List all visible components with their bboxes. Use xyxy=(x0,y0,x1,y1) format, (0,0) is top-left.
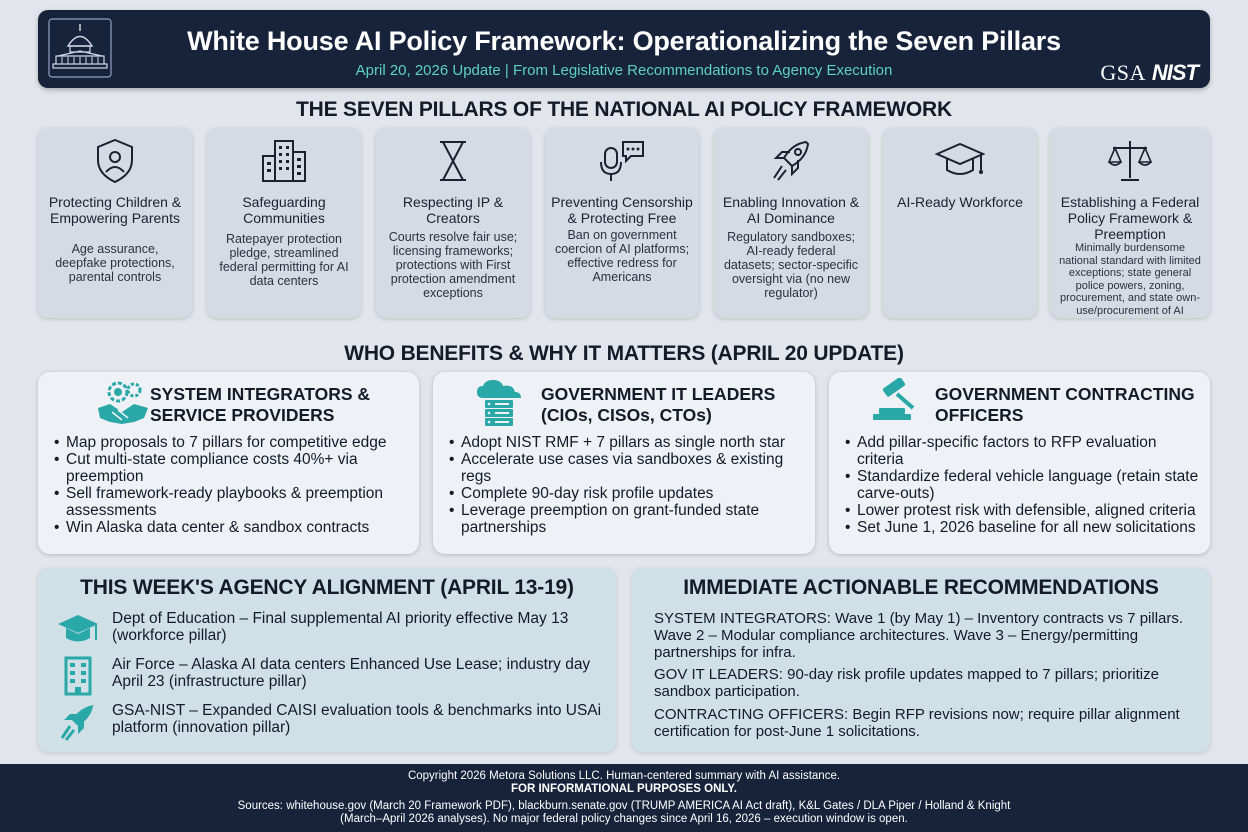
pillar-title: Safeguarding Communities xyxy=(242,194,326,226)
footer-disclaimer: FOR INFORMATIONAL PURPOSES ONLY. xyxy=(511,783,737,795)
list-item: • Standardize federal vehicle language (retain state carve-outs) xyxy=(845,468,1202,502)
list-item xyxy=(56,702,608,746)
benefit-card-contracting-officers xyxy=(829,372,1210,554)
nist-logo: NIST xyxy=(1151,60,1198,85)
list-item xyxy=(56,610,608,654)
header-banner xyxy=(38,10,1210,88)
footer-sources: Sources: whitehouse.gov (March 20 Framework PDF), blackburn.senate.gov (TRUMP AMERICA AI Act draft), K&L Gates / DLA Piper / Holland & Knight xyxy=(237,800,1011,812)
pillar-card-workforce xyxy=(883,128,1037,318)
footer xyxy=(0,764,1248,832)
pillar-title: Respecting IP & Creators xyxy=(402,194,504,226)
list-item: • Complete 90-day risk profile updates xyxy=(449,485,807,502)
list-item: • Set June 1, 2026 baseline for all new solicitations xyxy=(845,519,1202,536)
list-item: • Accelerate use cases via sandboxes & existing regs xyxy=(449,451,807,485)
list-item xyxy=(56,656,608,700)
recommendations-panel xyxy=(632,568,1210,752)
recommendations-title: IMMEDIATE ACTIONABLE RECOMMENDATIONS xyxy=(683,576,1159,599)
recommendation-item: SYSTEM INTEGRATORS: Wave 1 (by May 1) – Inventory contracts vs 7 pillars. Wave 2 – Modular compliance architectures. Wave 3 – Energy/permitting partnerships for infra. xyxy=(654,610,1184,661)
page-title: White House AI Policy Framework: Operationalizing the Seven Pillars xyxy=(187,26,1061,56)
benefit-heading: GOVERNMENT CONTRACTING OFFICERS xyxy=(935,384,1195,425)
benefit-card-system-integrators xyxy=(38,372,419,554)
pillar-title: Enabling Innovation & AI Dominance xyxy=(722,194,860,226)
benefit-heading: GOVERNMENT IT LEADERS (CIOs, CISOs, CTOs) xyxy=(541,384,776,425)
alignment-text: GSA-NIST – Expanded CAISI evaluation tools & benchmarks into USAi platform (innovation pillar) xyxy=(112,702,602,736)
pillar-card-preemption xyxy=(1050,128,1210,318)
footer-sources-note: (March–April 2026 analyses). No major federal policy changes since April 16, 2026 – execution window is open. xyxy=(340,813,908,825)
shield-person-icon xyxy=(90,136,140,186)
pillar-description: Ban on government coercion of AI platforms; effective redress for Americans xyxy=(554,228,690,284)
pillar-card-censorship xyxy=(545,128,699,318)
alignment-text: Dept of Education – Final supplemental AI priority effective May 13 (workforce pillar) xyxy=(112,610,569,644)
list-item: • Win Alaska data center & sandbox contracts xyxy=(54,519,411,536)
alignment-text: Air Force – Alaska AI data centers Enhanced Use Lease; industry day April 23 (infrastructure pillar) xyxy=(112,656,591,690)
pillar-card-communities xyxy=(207,128,361,318)
footer-copyright: Copyright 2026 Metora Solutions LLC. Human-centered summary with AI assistance. xyxy=(407,770,841,782)
cloud-server-icon xyxy=(471,378,529,428)
list-item: • Map proposals to 7 pillars for competitive edge xyxy=(54,434,411,451)
agency-alignment-panel xyxy=(38,568,616,752)
handshake-gears-icon xyxy=(94,378,152,428)
agency-logos xyxy=(1100,60,1198,86)
benefits-section-title: WHO BENEFITS & WHY IT MATTERS (APRIL 20 UPDATE) xyxy=(344,342,904,365)
graduation-cap-icon xyxy=(56,610,100,650)
scales-icon xyxy=(1105,136,1155,186)
pillar-description: Minimally burdensome national standard with limited exceptions; state general police powers, zoning, procurement, and state own-use/procurement of AI xyxy=(1059,242,1201,317)
pillar-card-innovation xyxy=(714,128,868,318)
microphone-chat-icon xyxy=(597,136,647,186)
pillar-description: Regulatory sandboxes; AI-ready federal datasets; sector-specific oversight via (no new regulator) xyxy=(723,230,859,300)
hourglass-icon xyxy=(428,136,478,186)
page-subtitle: April 20, 2026 Update | From Legislative Recommendations to Agency Execution xyxy=(355,62,893,79)
benefit-list xyxy=(54,434,411,536)
benefit-heading: SYSTEM INTEGRATORS & SERVICE PROVIDERS xyxy=(150,384,371,425)
recommendation-item: CONTRACTING OFFICERS: Begin RFP revisions now; require pillar alignment certification for post-June 1 solicitations. xyxy=(654,706,1180,740)
pillar-description: Age assurance, deepfake protections, parental controls xyxy=(55,242,175,284)
graduation-cap-icon xyxy=(935,136,985,186)
pillar-description: Ratepayer protection pledge, streamlined federal permitting for AI data centers xyxy=(219,232,349,288)
benefit-list xyxy=(449,434,807,536)
gavel-icon xyxy=(869,378,927,428)
pillar-title: AI-Ready Workforce xyxy=(897,194,1023,210)
benefit-list xyxy=(845,434,1202,536)
gsa-logo: GSA xyxy=(1100,60,1146,85)
pillar-title: Preventing Censorship & Protecting Free xyxy=(551,194,693,226)
list-item: • Leverage preemption on grant-funded state partnerships xyxy=(449,502,807,536)
list-item: • Cut multi-state compliance costs 40%+ via preemption xyxy=(54,451,411,485)
list-item: • Lower protest risk with defensible, aligned criteria xyxy=(845,502,1202,519)
pillars-section-title: THE SEVEN PILLARS OF THE NATIONAL AI POLICY FRAMEWORK xyxy=(296,98,952,121)
pillar-title: Establishing a Federal Policy Framework & Preemption xyxy=(1060,194,1200,242)
recommendation-item: GOV IT LEADERS: 90-day risk profile updates mapped to 7 pillars; prioritize sandbox participation. xyxy=(654,666,1159,700)
alignment-title: THIS WEEK'S AGENCY ALIGNMENT (APRIL 13-19) xyxy=(80,576,574,599)
pillar-title: Protecting Children & Empowering Parents xyxy=(48,194,182,226)
list-item: • Sell framework-ready playbooks & preemption assessments xyxy=(54,485,411,519)
benefit-card-it-leaders xyxy=(433,372,815,554)
list-item: • Add pillar-specific factors to RFP evaluation criteria xyxy=(845,434,1202,468)
list-item: • Adopt NIST RMF + 7 pillars as single north star xyxy=(449,434,807,451)
pillars-row xyxy=(38,128,1210,318)
rocket-icon xyxy=(56,702,100,742)
building-icon xyxy=(56,656,100,696)
rocket-icon xyxy=(766,136,816,186)
pillar-card-children xyxy=(38,128,192,318)
pillar-card-ip xyxy=(376,128,530,318)
buildings-icon xyxy=(259,136,309,186)
pillar-description: Courts resolve fair use; licensing frameworks; protections with First protection amendment exceptions xyxy=(388,230,518,300)
